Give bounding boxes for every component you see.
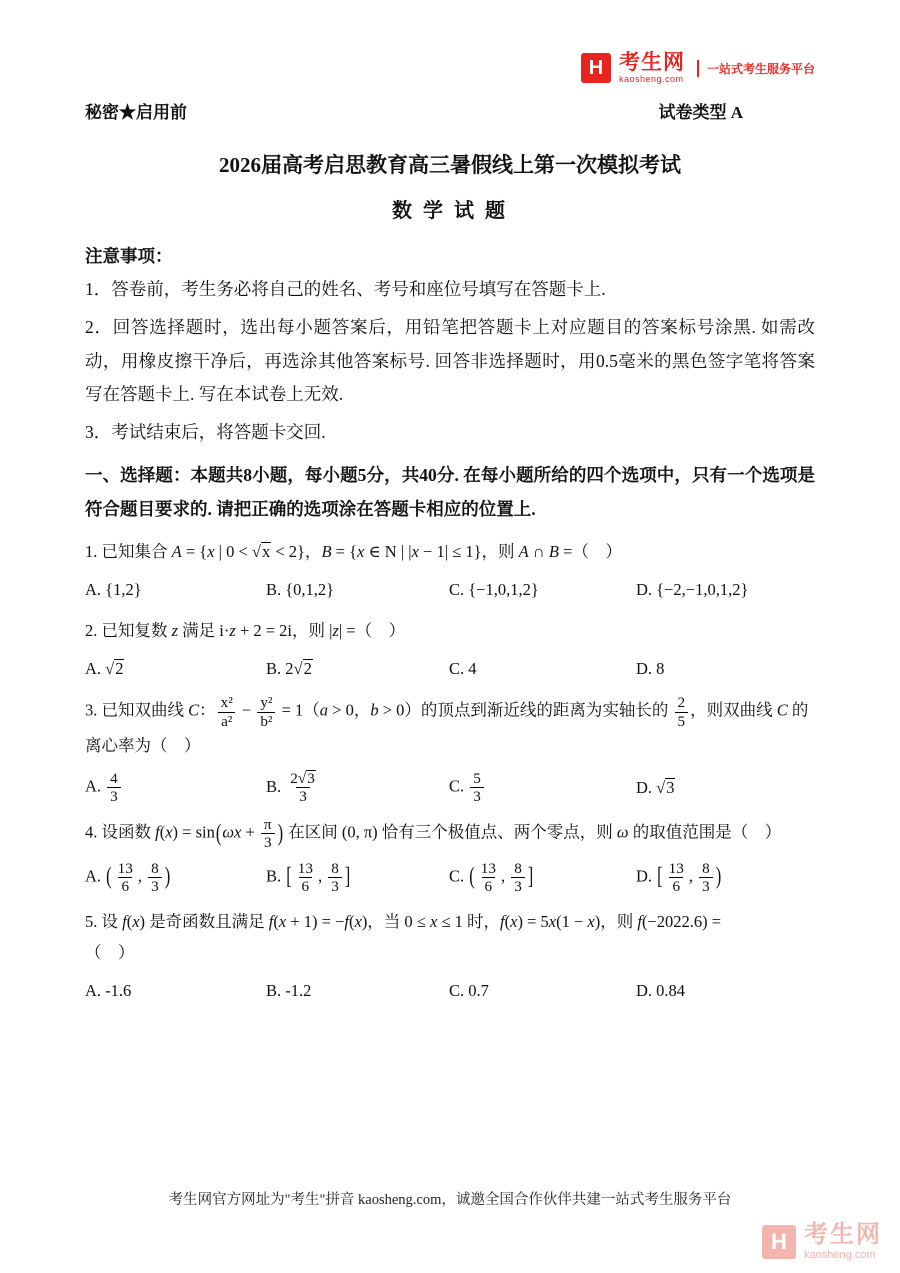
option-b: B. 2√2 [266,659,312,679]
option-a: A. -1.6 [85,981,132,1001]
paper-type-label: 试卷类型 A [658,103,743,122]
footer-text: 考生网官方网址为"考生"拼音 kaosheng.com，诚邀全国合作伙伴共建一站式考生服务平台 [168,1192,732,1208]
kaosheng-watermark [762,1223,882,1261]
question-5 [85,906,815,1007]
option-a: A. $\frac{4}{3}$ [85,770,266,806]
question-1 [85,536,815,605]
question-1-options [85,575,815,605]
question-3-stem: 3. 已知双曲线 C： $\frac{\text{x²}}{\text{a²}}$ − $\frac{\text{y²}}{\text{b²}}$ = 1（a > 0，b > 0）的顶点到渐近线的距离为实轴长的 $\frac{2}{5}$ ，则双曲线 C 的离心率为（ ） [85,694,809,756]
option-b: B. $\frac{2√3}{3}$ [266,769,315,806]
option-a: A. ( $\frac{13}{6}$ , $\frac{8}{3}$ ) [85,859,171,896]
option-d: D. 0.84 [636,981,686,1001]
option-c: C. 4 [449,659,477,679]
question-1-stem: 1. 已知集合 A = {x | 0 < √x < 2}，B = {x ∈ N | |x − 1| ≤ 1}，则 A ∩ B =（ ） [85,541,622,561]
watermark-domain: kaosheng.com [804,1249,876,1261]
notice-item-3: 3．考试结束后，将答题卡交回. [85,422,326,442]
option-c: C. $\frac{5}{3}$ [449,770,636,806]
page-footer [85,1188,815,1209]
kaosheng-logo-icon: H [581,53,611,83]
option-d: D. 8 [636,659,665,679]
question-2-options [85,654,815,684]
paper-meta-row [85,98,815,123]
question-list [85,536,815,1007]
question-2 [85,615,815,684]
option-c: C. {−1,0,1,2} [449,580,539,600]
option-d: D. √3 [636,777,675,797]
option-b: B. [ $\frac{13}{6}$ , $\frac{8}{3}$ ] [266,859,351,896]
option-b: B. -1.2 [266,981,312,1001]
notice-item-1: 1．答卷前，考生务必将自己的姓名、考号和座位号填写在答题卡上. [85,279,606,299]
notice-item-2: 2．回答选择题时，选出每小题答案后，用铅笔把答题卡上对应题目的答案标号涂黑. 如需改动，用橡皮擦干净后，再选涂其他答案标号. 回答非选择题时，用0.5毫米的黑色签字笔将答案写在答题卡上. 写在本试卷上无效. [85,317,815,404]
logo-text-stack [619,52,685,84]
brand-header [85,44,815,92]
question-2-stem: 2. 已知复数 z 满足 i·z + 2 = 2i，则 |z| =（ ） [85,621,406,641]
brand-name: 考生网 [618,51,685,74]
option-c: C. ( $\frac{13}{6}$ , $\frac{8}{3}$ ] [449,859,534,896]
question-3 [85,694,815,805]
option-b: B. {0,1,2} [266,580,335,600]
question-5-options [85,976,815,1006]
option-c: C. 0.7 [449,981,489,1001]
option-a: A. {1,2} [85,580,142,600]
watermark-text-stack [804,1223,882,1261]
secrecy-label: 秘密★启用前 [85,103,187,122]
kaosheng-watermark-icon: H [762,1225,796,1259]
question-4-options [85,860,815,896]
subject-title: 数 学 试 题 [392,200,508,222]
option-d: D. {−2,−1,0,1,2} [636,580,749,600]
brand-tagline: 一站式考生服务平台 [697,60,815,77]
option-a: A. √2 [85,659,124,679]
kaosheng-logo [581,44,815,92]
section-heading: 一、选择题：本题共8小题，每小题5分，共40分. 在每小题所给的四个选项中，只有一个选项是符合题目要求的. 请把正确的选项涂在答题卡相应的位置上. [85,465,815,519]
question-5-stem: 5. 设 f(x) 是奇函数且满足 f(x + 1) = −f(x)，当 0 ≤ x ≤ 1 时，f(x) = 5x(1 − x)，则 f(−2022.6) = （ ） [85,911,722,962]
question-3-options [85,770,815,806]
notice-heading: 注意事项： [85,246,173,266]
brand-domain: kaosheng.com [618,74,684,84]
question-4 [85,816,815,896]
option-d: D. [ $\frac{13}{6}$ , $\frac{8}{3}$ ) [636,859,722,896]
watermark-brand: 考生网 [804,1221,882,1248]
question-4-stem: 4. 设函数 f(x) = sin(ωx + $\frac{\pi}{3}$ ) 在区间 (0, π) 恰有三个极值点、两个零点，则 ω 的取值范围是（ ） [85,815,782,852]
exam-title: 2026届高考启思教育高三暑假线上第一次模拟考试 [219,153,681,177]
